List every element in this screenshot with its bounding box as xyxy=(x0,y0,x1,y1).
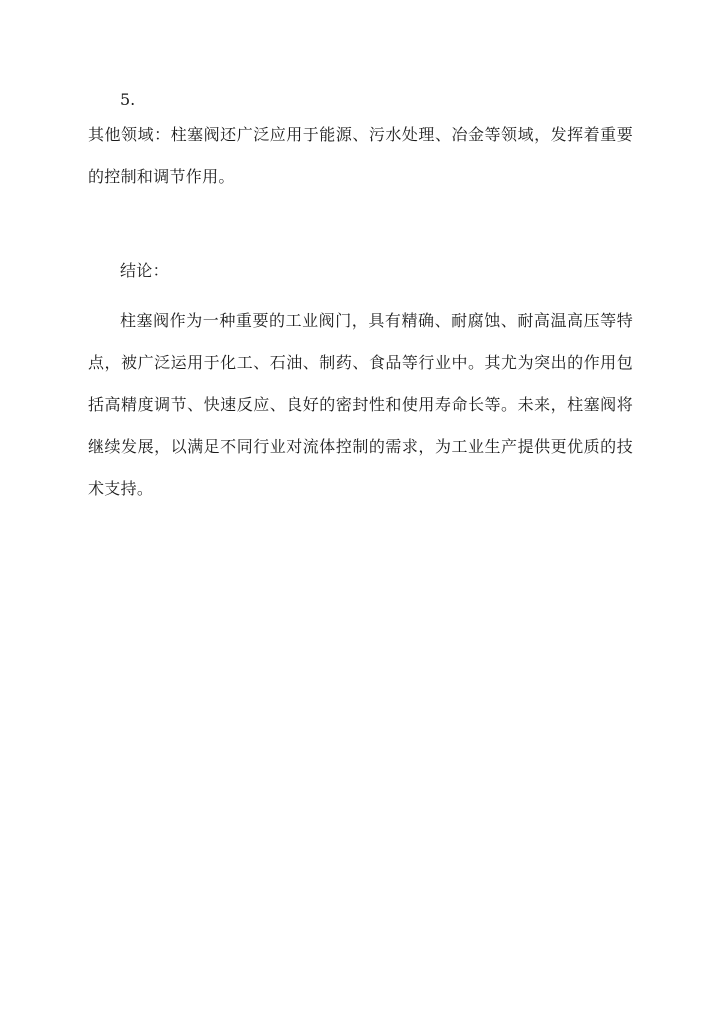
conclusion-heading: 结论： xyxy=(120,261,169,280)
section-number: 5. xyxy=(120,90,136,109)
document-body xyxy=(88,86,633,510)
other-fields-paragraph: 其他领域：柱塞阀还广泛应用于能源、污水处理、冶金等领域，发挥着重要的控制和调节作用。 xyxy=(88,125,633,186)
conclusion-paragraph: 柱塞阀作为一种重要的工业阀门，具有精确、耐腐蚀、耐高温高压等特点，被广泛运用于化工、石油、制药、食品等行业中。其尤为突出的作用包括高精度调节、快速反应、良好的密封性和使用寿命长等。未来，柱塞阀将继续发展，以满足不同行业对流体控制的需求，为工业生产提供更优质的技术支持。 xyxy=(88,311,633,498)
